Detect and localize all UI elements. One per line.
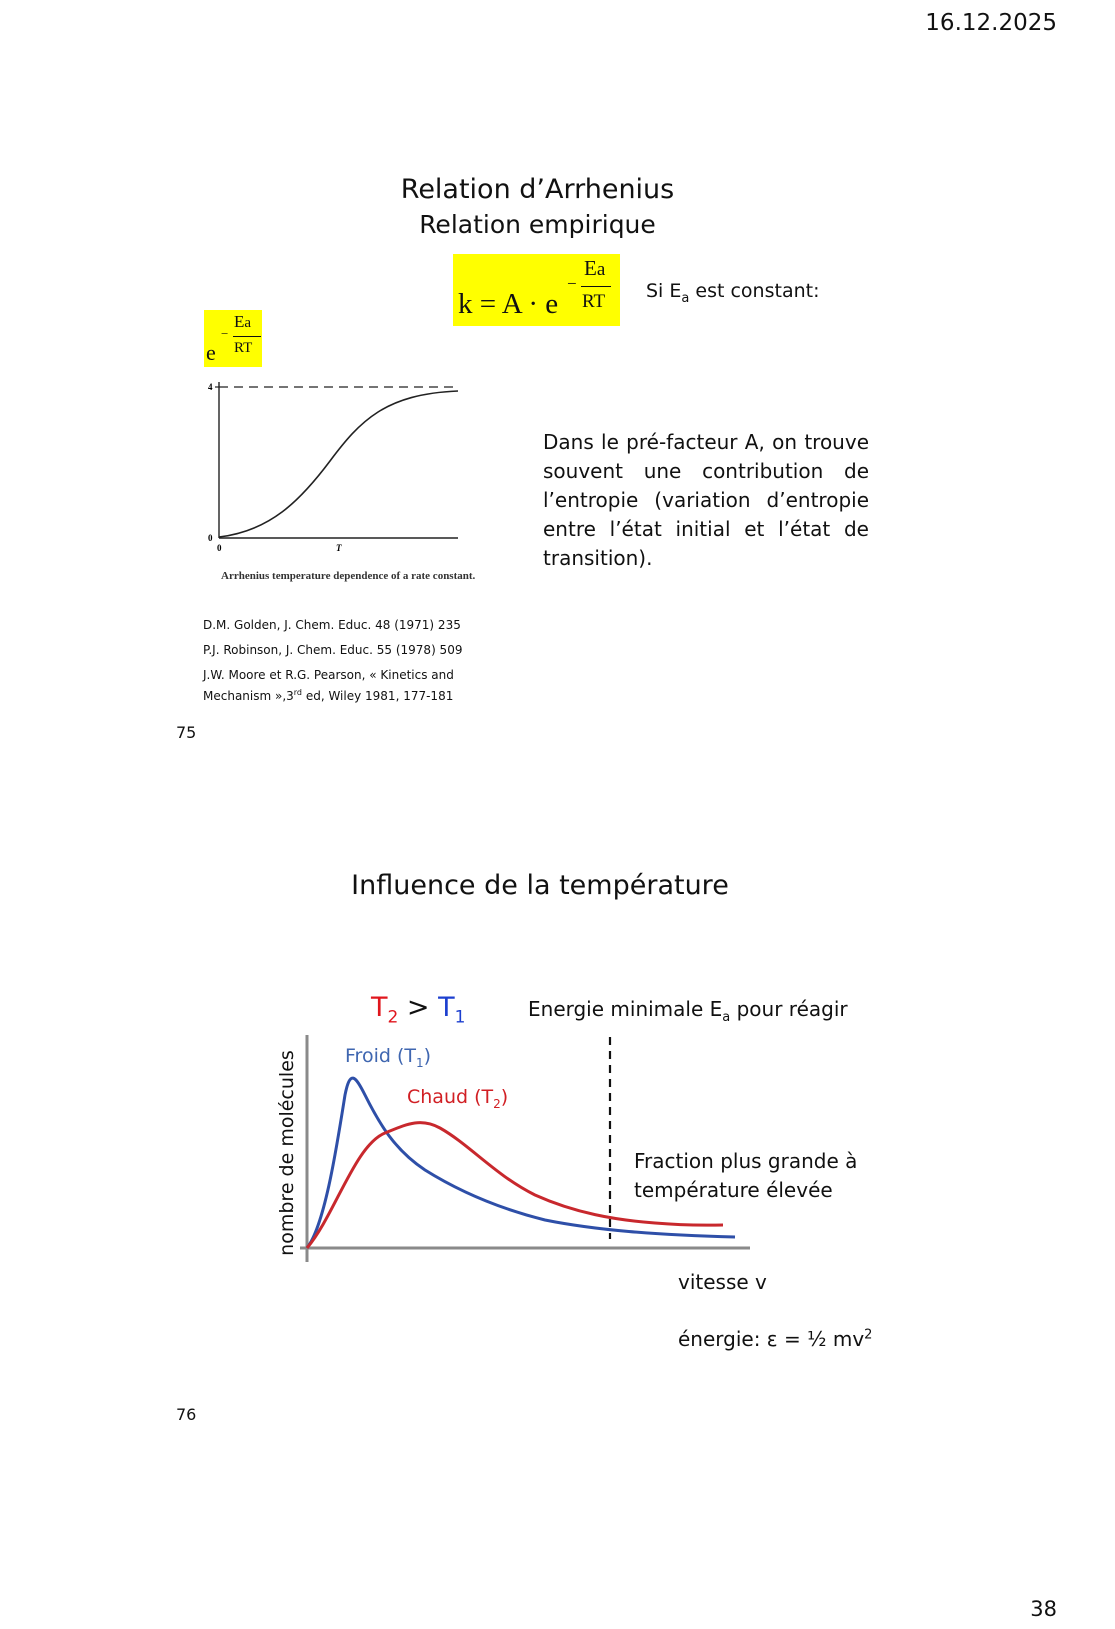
formula-exp-num-sub: a — [596, 259, 606, 280]
formula-exp-num: Ea — [584, 256, 606, 280]
reference-moore-line2: Mechanism »,3rd ed, Wiley 1981, 177-181 — [203, 688, 454, 703]
graph-curve — [219, 391, 458, 537]
fraction-label: Fraction plus grande à température élevée — [634, 1149, 858, 1202]
references — [203, 617, 462, 705]
mini-exp-num: Ea — [234, 312, 252, 331]
reference-sup: rd — [293, 688, 303, 697]
x-axis-label: vitesse v — [678, 1270, 767, 1294]
prefactor-description — [543, 428, 869, 573]
desc-line-1: Dans le pré-facteur A, on trouve — [543, 430, 869, 454]
si-ea-sub: a — [681, 290, 690, 306]
mini-exp-num-sub: a — [244, 315, 252, 331]
chaud-label: Chaud $(T_2)$ — [407, 1086, 509, 1111]
chaud-curve — [307, 1123, 723, 1248]
slide-75-title: Relation d’Arrhenius — [400, 174, 675, 205]
formula-exp-minus: − — [567, 274, 577, 293]
y-axis-label: nombre de molécules — [276, 1050, 298, 1256]
energie-minimale-label: Energie minimale $E_a$ pour réagir — [528, 997, 848, 1025]
graph-caption: Arrhenius temperature dependence of a rate constant. — [221, 570, 476, 582]
slide-75-subtitle: Relation empirique — [419, 210, 656, 239]
temperature-comparison — [371, 992, 465, 1027]
reference-golden: D.M. Golden, J. Chem. Educ. 48 (1971) 235 — [203, 618, 461, 632]
page-date: 16.12.2025 — [925, 10, 1057, 36]
si-ea-constant: Si $E_a$ est constant: — [646, 280, 820, 306]
page-number: 38 — [1030, 1597, 1057, 1621]
graph-y-zero-label: 0 — [208, 533, 213, 543]
slide-76-number: 76 — [176, 1405, 197, 1424]
arrhenius-graph — [200, 376, 530, 591]
slide-76-title: Influence de la température — [351, 870, 729, 901]
froid-curve — [307, 1078, 735, 1248]
reference-robinson: P.J. Robinson, J. Chem. Educ. 55 (1978) 509 — [203, 643, 463, 657]
slide-75-number: 75 — [176, 723, 197, 742]
desc-line-3: l’entropie (variation d’entropie — [543, 488, 869, 512]
mini-exp-minus: − — [221, 326, 229, 341]
desc-line-4: entre l’état initial et l’état de — [543, 517, 869, 541]
froid-label: Froid $(T_1)$ — [345, 1045, 432, 1070]
t2-label: $T_2$ — [371, 992, 399, 1028]
mini-exp-den: RT — [234, 340, 253, 356]
formula-lhs: k = A · e — [458, 288, 559, 320]
graph-x-axis-label: T — [336, 543, 342, 553]
gt-sign: > — [398, 992, 439, 1023]
graph-y-top-label: 4 — [208, 382, 213, 392]
t1-label: $T_1$ — [438, 992, 466, 1028]
maxwell-boltzmann-plot — [295, 1025, 760, 1270]
desc-line-2: souvent une contribution de — [543, 459, 869, 483]
mini-fraction-bar — [233, 336, 261, 337]
energy-formula: énergie: ε = ½ $mv^2$ — [678, 1327, 873, 1351]
arrhenius-formula — [453, 254, 620, 326]
graph-x-zero-label: 0 — [217, 543, 222, 553]
desc-line-5: transition). — [543, 546, 653, 570]
formula-exp-den: RT — [582, 291, 606, 312]
formula-fraction-bar — [581, 286, 611, 287]
mini-base: e — [206, 340, 216, 365]
exp-term-label — [204, 310, 262, 367]
reference-moore-line1: J.W. Moore et R.G. Pearson, « Kinetics and — [203, 668, 454, 682]
